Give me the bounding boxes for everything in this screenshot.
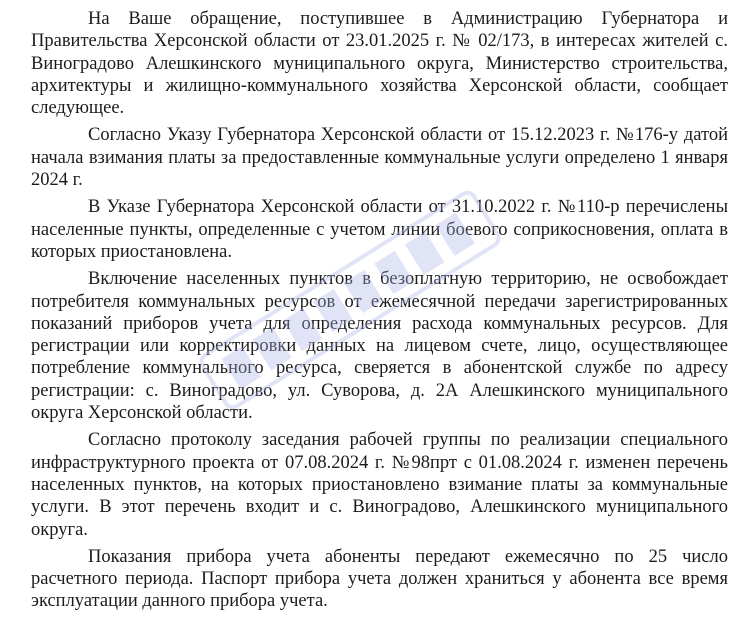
paragraph-decree-176: Согласно Указу Губернатора Херсонской области от 15.12.2023 г. №176-у датой начала взимания платы за предоставленные коммунальные услуги определено 1 января 2024 г. — [31, 125, 728, 191]
letter-body — [31, 8, 728, 613]
paragraph-protocol-98: Согласно протоколу заседания рабочей группы по реализации специального инфраструктурного проекта от 07.08.2024 г. №98прт с 01.08.2024 г. изменен перечень населенных пунктов, на которых приостановлено взимание платы за коммунальные услуги. В этот перечень входит и с. Виноградово, Алешкинского муниципального округа. — [31, 430, 728, 540]
paragraph-appeal: На Ваше обращение, поступившее в Администрацию Губернатора и Правительства Херсонской области от 23.01.2025 г. № 02/173, в интересах жителей с. Виноградово Алешкинского муниципального округа, Министерство строительства, архитектуры и жилищно-коммунального хозяйства Херсонской области, сообщает следующее. — [31, 9, 728, 119]
paragraph-decree-110: В Указе Губернатора Херсонской области от 31.10.2022 г. №110-р перечислены населенные пункты, определенные с учетом линии боевого соприкосновения, оплата в которых приостановлена. — [31, 197, 728, 262]
paragraph-passport: Показания прибора учета абоненты передают ежемесячно по 25 число расчетного периода. Паспорт прибора учета должен храниться у абонента все время эксплуатации данного прибора учета. — [31, 546, 728, 612]
paragraph-meter-readings: Включение населенных пунктов в безоплатную территорию, не освобождает потребителя коммунальных ресурсов от ежемесячной передачи зарегистрированных показаний приборов учета для определения расхода коммунальных ресурсов. Для регистрации или корректировки данных на лицевом счете, лицо, осуществляющее потребление коммунального ресурса, сверяется в абонентской службе по адресу регистрации: с. Виноградово, ул. Суворова, д. 2А Алешкинского муниципального округа Херсонской области. — [31, 269, 728, 424]
